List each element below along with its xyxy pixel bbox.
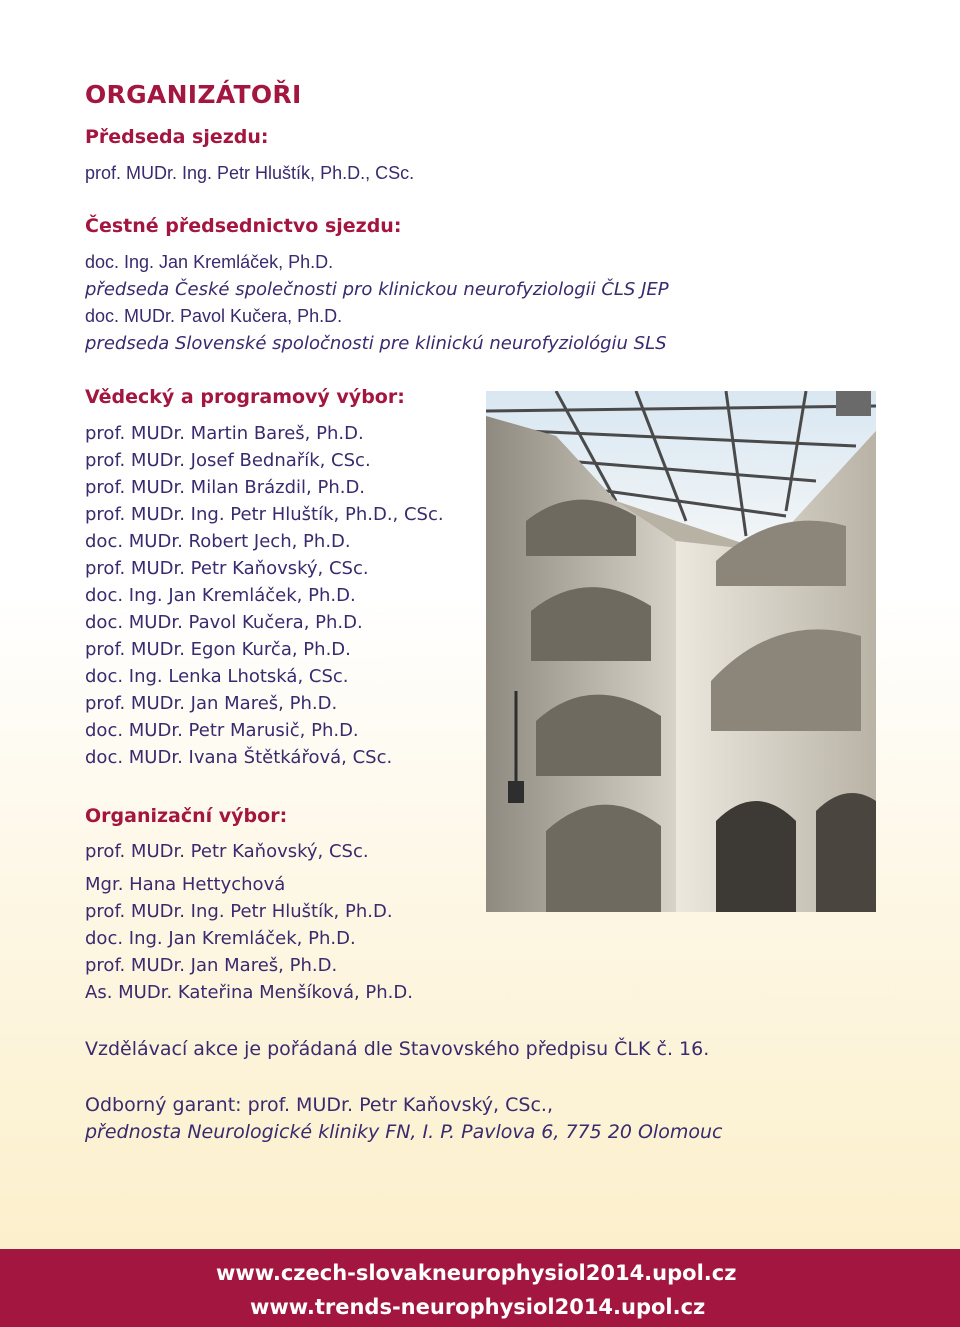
footer-bar: [0, 1249, 960, 1327]
organizing-committee-list: [85, 838, 413, 1006]
list-item: prof. MUDr. Jan Mareš, Ph.D.: [85, 693, 338, 714]
list-item: prof. MUDr. Petr Kaňovský, CSc.: [85, 841, 369, 862]
list-item: doc. MUDr. Robert Jech, Ph.D.: [85, 531, 351, 552]
honorary-line: doc. Ing. Jan Kremláček, Ph.D.: [85, 252, 334, 272]
list-item: doc. MUDr. Pavol Kučera, Ph.D.: [85, 612, 363, 633]
list-item: prof. MUDr. Ing. Petr Hluštík, Ph.D.: [85, 901, 393, 922]
list-item: doc. MUDr. Ivana Štětkářová, CSc.: [85, 747, 393, 768]
list-item: prof. MUDr. Jan Mareš, Ph.D.: [85, 955, 338, 976]
guarantor-line: Odborný garant: prof. MUDr. Petr Kaňovský, CSc.,: [85, 1094, 553, 1116]
list-item: prof. MUDr. Petr Kaňovský, CSc.: [85, 558, 369, 579]
list-item: Mgr. Hana Hettychová: [85, 874, 286, 895]
website-link-2[interactable]: www.trends-neurophysiol2014.upol.cz: [250, 1295, 706, 1319]
list-item: doc. Ing. Jan Kremláček, Ph.D.: [85, 585, 356, 606]
list-item: doc. MUDr. Petr Marusič, Ph.D.: [85, 720, 359, 741]
list-item: prof. MUDr. Milan Brázdil, Ph.D.: [85, 477, 366, 498]
chair-name: prof. MUDr. Ing. Petr Hluštík, Ph.D., CSc.: [85, 163, 415, 183]
list-item: prof. MUDr. Ing. Petr Hluštík, Ph.D., CSc.: [85, 504, 444, 525]
chair-heading: Předseda sjezdu:: [85, 126, 269, 148]
accreditation-note: Vzdělávací akce je pořádaná dle Stavovského předpisu ČLK č. 16.: [85, 1038, 710, 1060]
scientific-heading: Vědecký a programový výbor:: [85, 386, 405, 408]
honorary-line: predseda Slovenské spoločnosti pre klinickú neurofyziológiu SLS: [85, 333, 667, 354]
honorary-line: doc. MUDr. Pavol Kučera, Ph.D.: [85, 306, 343, 326]
honorary-heading: Čestné předsednictvo sjezdu:: [85, 215, 402, 237]
organizing-heading: Organizační výbor:: [85, 805, 288, 827]
honorary-list: [85, 249, 669, 357]
list-item: prof. MUDr. Martin Bareš, Ph.D.: [85, 423, 364, 444]
page-title: ORGANIZÁTOŘI: [85, 80, 302, 109]
scientific-committee-list: [85, 420, 444, 771]
honorary-line: předseda České společnosti pro klinickou neurofyziologii ČLS JEP: [85, 279, 669, 300]
list-item: prof. MUDr. Josef Bednařík, CSc.: [85, 450, 371, 471]
list-item: doc. Ing. Jan Kremláček, Ph.D.: [85, 928, 356, 949]
list-item: prof. MUDr. Egon Kurča, Ph.D.: [85, 639, 351, 660]
guarantor-address: přednosta Neurologické kliniky FN, I. P. Pavlova 6, 775 20 Olomouc: [85, 1121, 723, 1143]
courtyard-photo: [486, 391, 876, 912]
list-item: doc. Ing. Lenka Lhotská, CSc.: [85, 666, 349, 687]
list-item: As. MUDr. Kateřina Menšíková, Ph.D.: [85, 982, 413, 1003]
website-link-1[interactable]: www.czech-slovakneurophysiol2014.upol.cz: [216, 1261, 737, 1285]
